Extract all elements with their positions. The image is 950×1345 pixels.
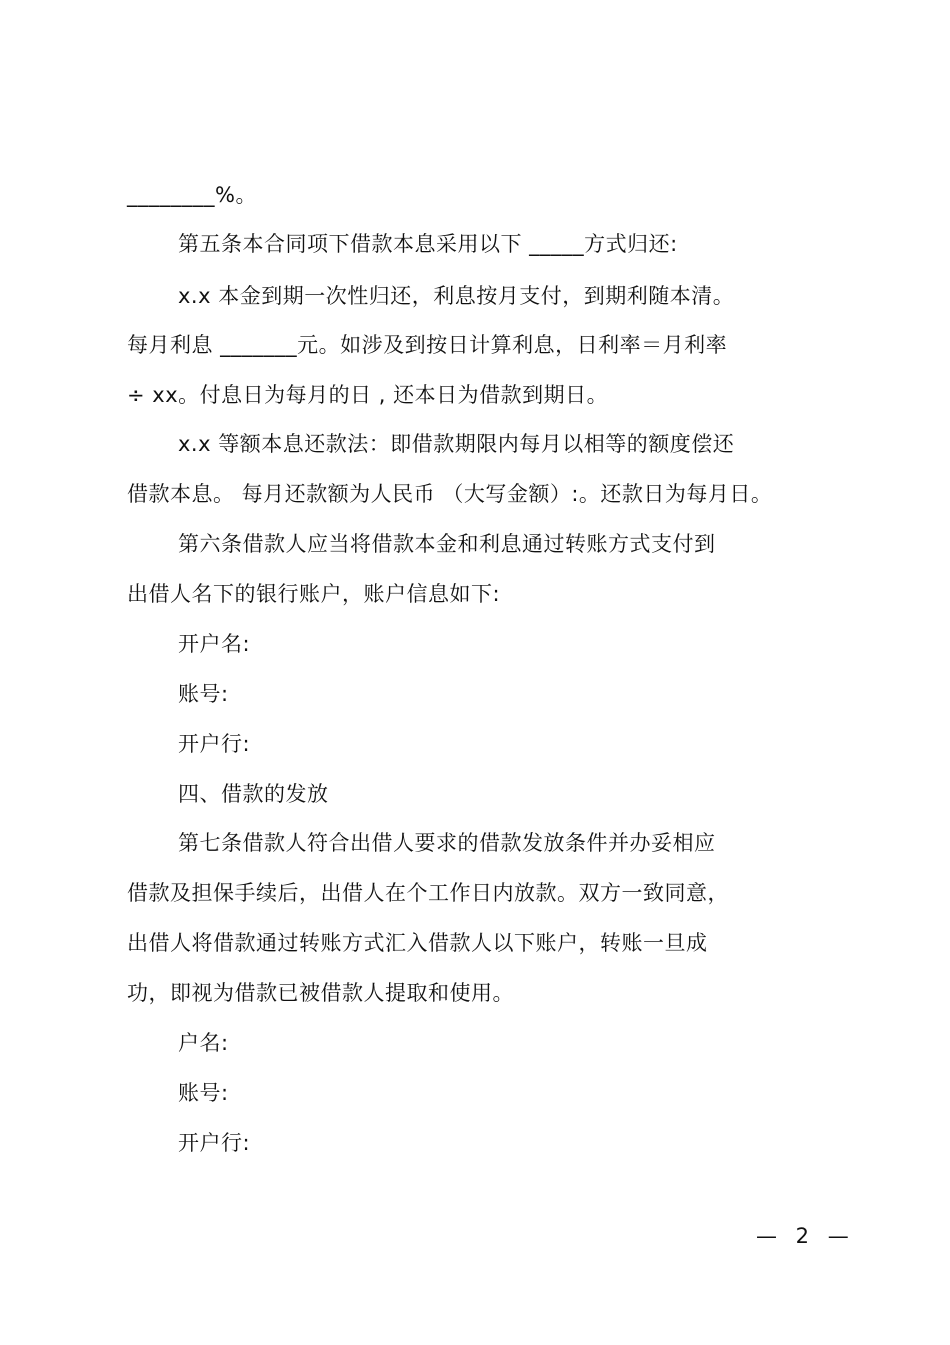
article-7-line-2: 借款及担保手续后，出借人在个工作日内放款。双方一致同意，: [127, 881, 729, 905]
article-6-heading: 第六条借款人应当将借款本金和利息通过转账方式支付到: [178, 532, 716, 556]
lender-account-number: 账号:: [178, 682, 229, 706]
interest-payday-line: ÷ xx。付息日为每月的日 , 还本日为借款到期日。: [127, 383, 609, 407]
page-number: — 2 —: [756, 1224, 855, 1248]
rate-blank-line: ________%。: [127, 183, 257, 207]
borrower-account-name: 户名:: [178, 1031, 229, 1055]
section-4-heading: 四、借款的发放: [178, 782, 329, 806]
article-7-heading: 第七条借款人符合出借人要求的借款发放条件并办妥相应: [178, 831, 716, 855]
repayment-option-2: x.x 等额本息还款法：即借款期限内每月以相等的额度偿还: [178, 432, 735, 456]
article-5-heading: 第五条本合同项下借款本息采用以下 _____方式归还:: [178, 232, 678, 256]
borrower-account-number: 账号:: [178, 1081, 229, 1105]
monthly-interest-line: 每月利息 _______元。如涉及到按日计算利息，日利率＝月利率: [127, 333, 728, 357]
monthly-payment-line: 借款本息。 每月还款额为人民币 （大写金额）:。还款日为每月日。: [127, 482, 773, 506]
lender-account-name: 开户名:: [178, 632, 251, 656]
article-7-line-4: 功，即视为借款已被借款人提取和使用。: [127, 981, 514, 1005]
repayment-option-1: x.x 本金到期一次性归还，利息按月支付，到期利随本清。: [178, 284, 735, 308]
lender-bank: 开户行:: [178, 732, 251, 756]
article-7-line-3: 出借人将借款通过转账方式汇入借款人以下账户，转账一旦成: [127, 931, 708, 955]
borrower-bank: 开户行:: [178, 1131, 251, 1155]
article-6-continued: 出借人名下的银行账户，账户信息如下:: [127, 582, 501, 606]
